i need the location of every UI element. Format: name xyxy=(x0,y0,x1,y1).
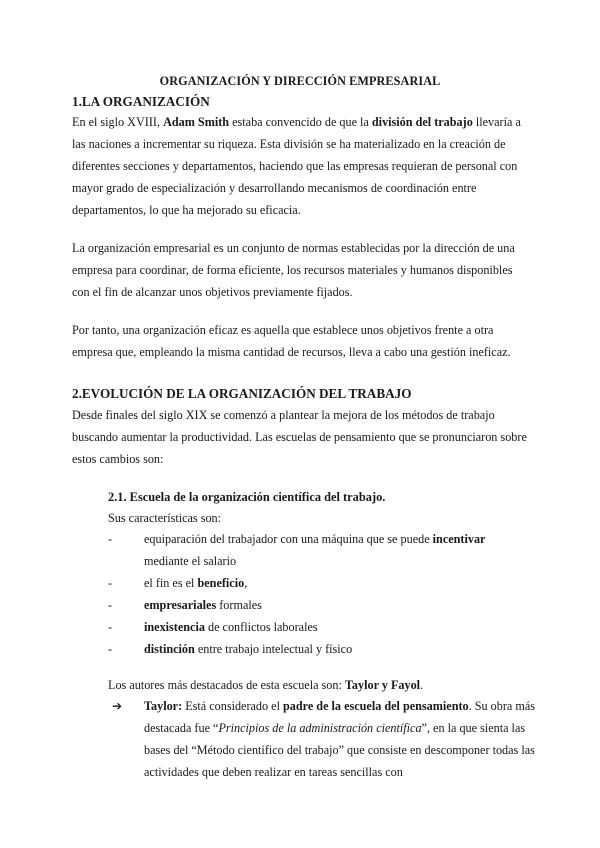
text-run: . xyxy=(420,678,424,692)
text-run: entre trabajo intelectual y físico xyxy=(194,642,353,656)
bold-taylor: Taylor: xyxy=(144,699,183,713)
section-2-heading: 2.EVOLUCIÓN DE LA ORGANIZACIÓN DEL TRABAJO xyxy=(72,386,412,401)
text-run: Está considerado el xyxy=(182,699,284,713)
dash-marker: - xyxy=(108,642,113,656)
bold-term: empresariales xyxy=(144,598,217,612)
section-1-paragraph-2: La organización empresarial es un conjunto de normas establecidas por la dirección de una empresa para coordinar, de forma eficiente, los recursos materiales y humanos disponibles con el fin de alcanzar unos objetivos previamente fijados. xyxy=(72,241,515,299)
dash-marker: - xyxy=(108,598,113,612)
text-run: formales xyxy=(216,598,262,612)
list-item xyxy=(108,572,528,594)
bold-padre: padre de la escuela del pensamiento xyxy=(283,699,469,713)
list-item xyxy=(108,638,528,660)
section-2-paragraph-1: Desde finales del siglo XIX se comenzó a plantear la mejora de los métodos de trabajo buscando aumentar la productividad. Las escuelas de pensamiento que se pronunciaron sobre estos cambios son: xyxy=(72,408,527,466)
subsection-2-1-intro: Sus características son: xyxy=(108,511,222,525)
authors-paragraph xyxy=(108,674,538,696)
dash-marker: - xyxy=(108,620,113,634)
bold-division-del-trabajo: división del trabajo xyxy=(371,115,473,129)
bold-term: incentivar xyxy=(432,532,486,546)
arrow-right-icon: ➔ xyxy=(112,699,123,713)
text-run: , xyxy=(244,576,248,590)
text-run: ”, en la que sienta las bases del “Método científico del trabajo” que consiste en descomponer todas las actividades que deben realizar en tareas sencillas con xyxy=(144,721,535,779)
bold-adam-smith: Adam Smith xyxy=(163,115,230,129)
dash-marker: - xyxy=(108,532,113,546)
list-item xyxy=(108,528,528,572)
section-1-paragraph-3: Por tanto, una organización eficaz es aquella que establece unos objetivos frente a otra empresa que, empleando la misma cantidad de recursos, lleva a cabo una gestión ineficaz. xyxy=(72,323,511,359)
taylor-item xyxy=(108,695,552,783)
text-run: mediante el salario xyxy=(144,554,237,568)
text-run: equiparación del trabajador con una máquina que se puede xyxy=(144,532,433,546)
list-item xyxy=(108,616,528,638)
bold-term: inexistencia xyxy=(144,620,205,634)
bold-term: distinción xyxy=(144,642,195,656)
text-run: llevaría a las naciones a incrementar su riqueza. Esta división se ha materializado en la creación de diferentes secciones y departamentos, haciendo que las empresas requieran de personal con mayor grado de especialización y desarrollando mecanismos de coordinación entre departamentos, lo que ha mejorado su eficacia. xyxy=(72,115,521,217)
section-1-heading: 1.LA ORGANIZACIÓN xyxy=(72,94,210,109)
characteristics-list xyxy=(108,528,528,660)
text-run: estaba convencido de que la xyxy=(229,115,372,129)
text-run: . Su obra más destacada fue “ xyxy=(144,699,536,735)
dash-marker: - xyxy=(108,576,113,590)
section-1-paragraph-1 xyxy=(72,111,532,221)
bold-authors: Taylor y Fayol xyxy=(344,678,421,692)
subsection-2-1-heading: 2.1. Escuela de la organización científica del trabajo. xyxy=(108,490,386,504)
document-title: ORGANIZACIÓN Y DIRECCIÓN EMPRESARIAL xyxy=(159,74,441,88)
bold-term: beneficio xyxy=(197,576,245,590)
text-run: el fin es el xyxy=(144,576,198,590)
text-run: Los autores más destacados de esta escuela son: xyxy=(108,678,345,692)
text-run: de conflictos laborales xyxy=(204,620,318,634)
list-item xyxy=(108,594,528,616)
italic-book-title: Principios de la administración científica xyxy=(218,721,422,735)
text-run: En el siglo XVIII, xyxy=(72,115,164,129)
